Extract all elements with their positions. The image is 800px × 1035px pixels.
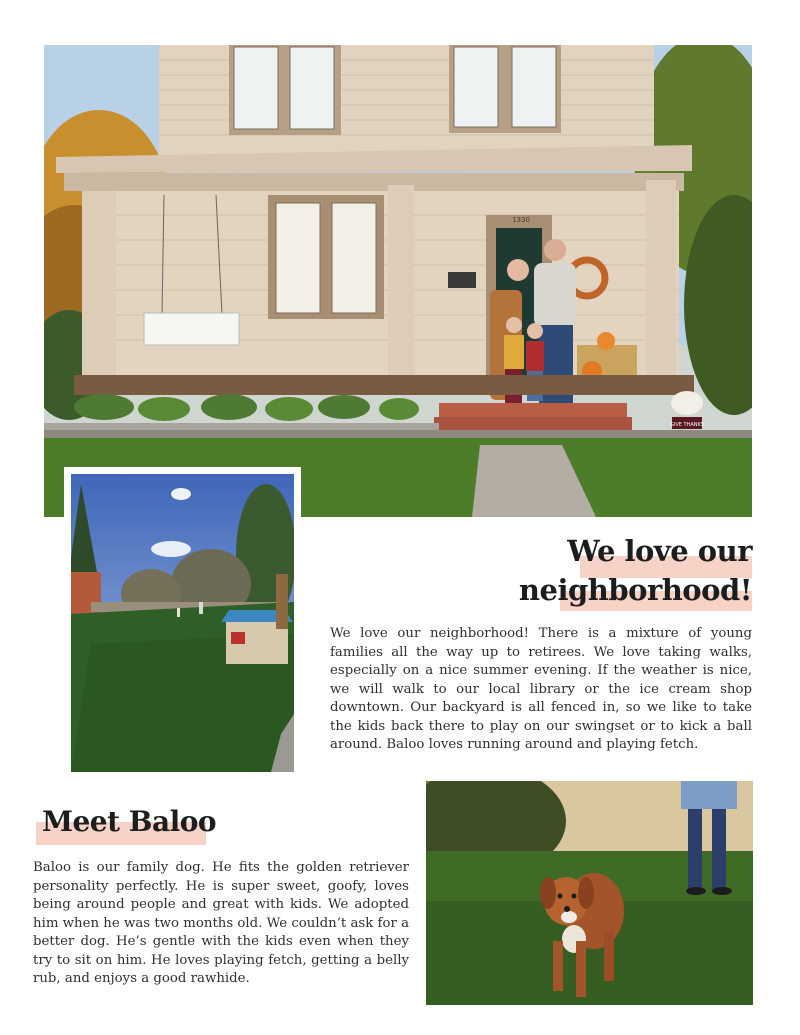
dog-photo [426, 781, 753, 1005]
baloo-heading: Meet Baloo [42, 805, 217, 838]
house-illustration [44, 45, 752, 517]
neighborhood-heading-line1: We love our [567, 534, 752, 568]
neighborhood-heading-line2: neighborhood! [518, 573, 752, 607]
house-number: 1330 [512, 216, 530, 224]
backyard-photo [64, 467, 301, 779]
neighborhood-paragraph: We love our neighborhood! There is a mixture of young families all the way up to retirees. We love taking walks, especially on a nice summer evening. If the weather is nice, we will walk to our local library or the ice cream shop downtown. Our backyard is all fenced in, so we like to take the kids back there to play on our swingset or to kick a ball around. Baloo loves running around and playing fetch. [330, 626, 752, 752]
backyard-illustration [71, 474, 294, 772]
baloo-paragraph: Baloo is our family dog. He fits the golden retriever personality perfectly. He is super sweet, goofy, loves being around people and great with kids. We adopted him when he was two months old. We couldn’t ask for a better dog. He’s gentle with the kids even when they try to sit on him. He loves playing fetch, getting a belly rub, and enjoys a good rawhide. [33, 860, 409, 986]
dog-illustration [426, 781, 753, 1005]
family-house-photo [44, 45, 752, 517]
yard-sign-text: GIVE THANKS [670, 422, 704, 428]
